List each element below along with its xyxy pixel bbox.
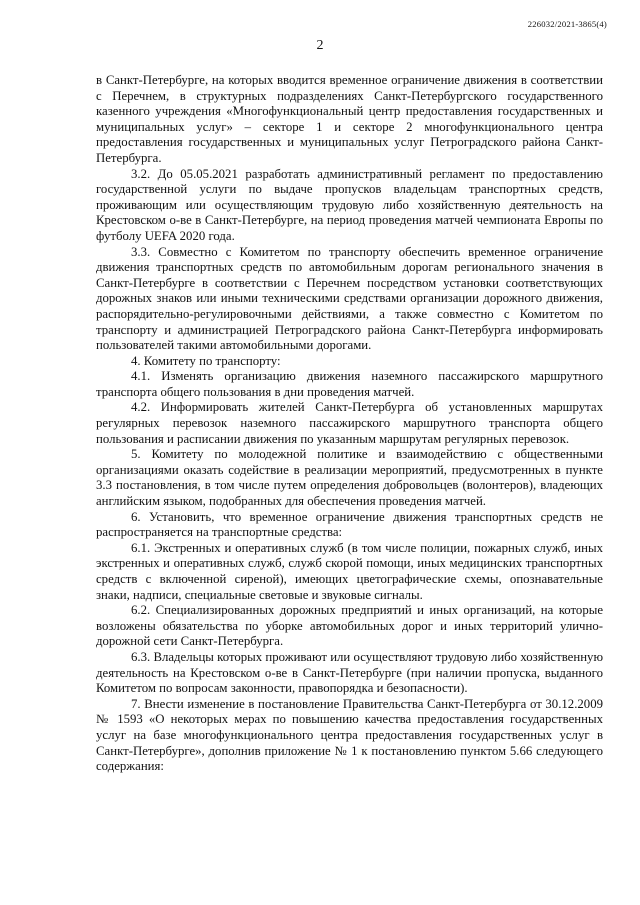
document-registration-number: 226032/2021-3865(4) bbox=[527, 19, 607, 29]
paragraph-6-3: 6.3. Владельцы которых проживают или осуществляют трудовую либо хозяйственную деятельность на Крестовском о-ве в Санкт-Петербурге (при наличии пропуска, выданного Комитетом по вопросам законности, правопорядка и безопасности). bbox=[96, 649, 603, 696]
paragraph-7: 7. Внести изменение в постановление Правительства Санкт-Петербурга от 30.12.2009 № 1593 «О некоторых мерах по повышению качества предоставления государственных услуг на базе многофункционального центра предоставления государственных услуг в Санкт-Петербурге», дополнив приложение № 1 к постановлению пунктом 5.66 следующего содержания: bbox=[96, 696, 603, 774]
page-number: 2 bbox=[316, 38, 324, 53]
paragraph-6-2: 6.2. Специализированных дорожных предприятий и иных организаций, на которые возложены обязательства по уборке автомобильных дорог и иных территорий улично-дорожной сети Санкт-Петербурга. bbox=[96, 603, 603, 649]
paragraph-5: 5. Комитету по молодежной политике и взаимодействию с общественными организациями оказать содействие в реализации мероприятий, предусмотренных в пункте 3.3 постановления, в том числе путем определения добровольцев (волонтеров), владеющих английским языком, подобранных для обеспечения проведения матчей. bbox=[96, 447, 603, 509]
paragraph-6-1: 6.1. Экстренных и оперативных служб (в том числе полиции, пожарных служб, иных экстренных и оперативных служб, служб скорой помощи, иных медицинских транспортных средств с включенной сиреной), имеющих цветографические схемы, опознавательные знаки, надписи, специальные световые и звуковые сигналы. bbox=[96, 540, 603, 602]
document-body bbox=[96, 73, 603, 775]
paragraph-continuation: в Санкт-Петербурге, на которых вводится временное ограничение движения в соответствии с Перечнем, в структурных подразделениях Санкт-Петербургского государственного казенного учреждения «Многофункциональный центр предоставления государственных и муниципальных услуг» – секторе 1 и секторе 2 многофункционального центра предоставления государственных и муниципальных услуг Петроградского района Санкт-Петербурга. bbox=[96, 73, 603, 165]
paragraph-6: 6. Установить, что временное ограничение движения транспортных средств не распространяется на транспортные средства: bbox=[96, 509, 603, 540]
paragraph-4-2: 4.2. Информировать жителей Санкт-Петербурга об установленных маршрутах регулярных перевозок наземного пассажирского маршрутного транспорта общего пользования и расписании движения по указанным маршрутам регулярных перевозок. bbox=[96, 400, 603, 446]
paragraph-4: 4. Комитету по транспорту: bbox=[131, 353, 281, 368]
paragraph-3-2: 3.2. До 05.05.2021 разработать административный регламент по предоставлению государственной услуги по выдаче пропусков владельцам транспортных средств, проживающим или осуществляющим трудовую либо хозяйственную деятельность на Крестовском о-ве в Санкт-Петербурге, на период проведения матчей чемпионата Европы по футболу UEFA 2020 года. bbox=[96, 166, 603, 243]
paragraph-4-1: 4.1. Изменять организацию движения наземного пассажирского маршрутного транспорта общего пользования в дни проведения матчей. bbox=[96, 369, 603, 399]
paragraph-3-3: 3.3. Совместно с Комитетом по транспорту обеспечить временное ограничение движения транспортных средств по автомобильным дорогам регионального значения в Санкт-Петербурге в соответствии с Перечнем посредством установки соответствующих дорожных знаков или иными техническими средствами организации дорожного движения, распорядительно-регулировочными действиями, а также совместно с Комитетом по транспорту и администрацией Петроградского района Санкт-Петербурга информировать пользователей такими автомобильными дорогами. bbox=[96, 244, 603, 353]
